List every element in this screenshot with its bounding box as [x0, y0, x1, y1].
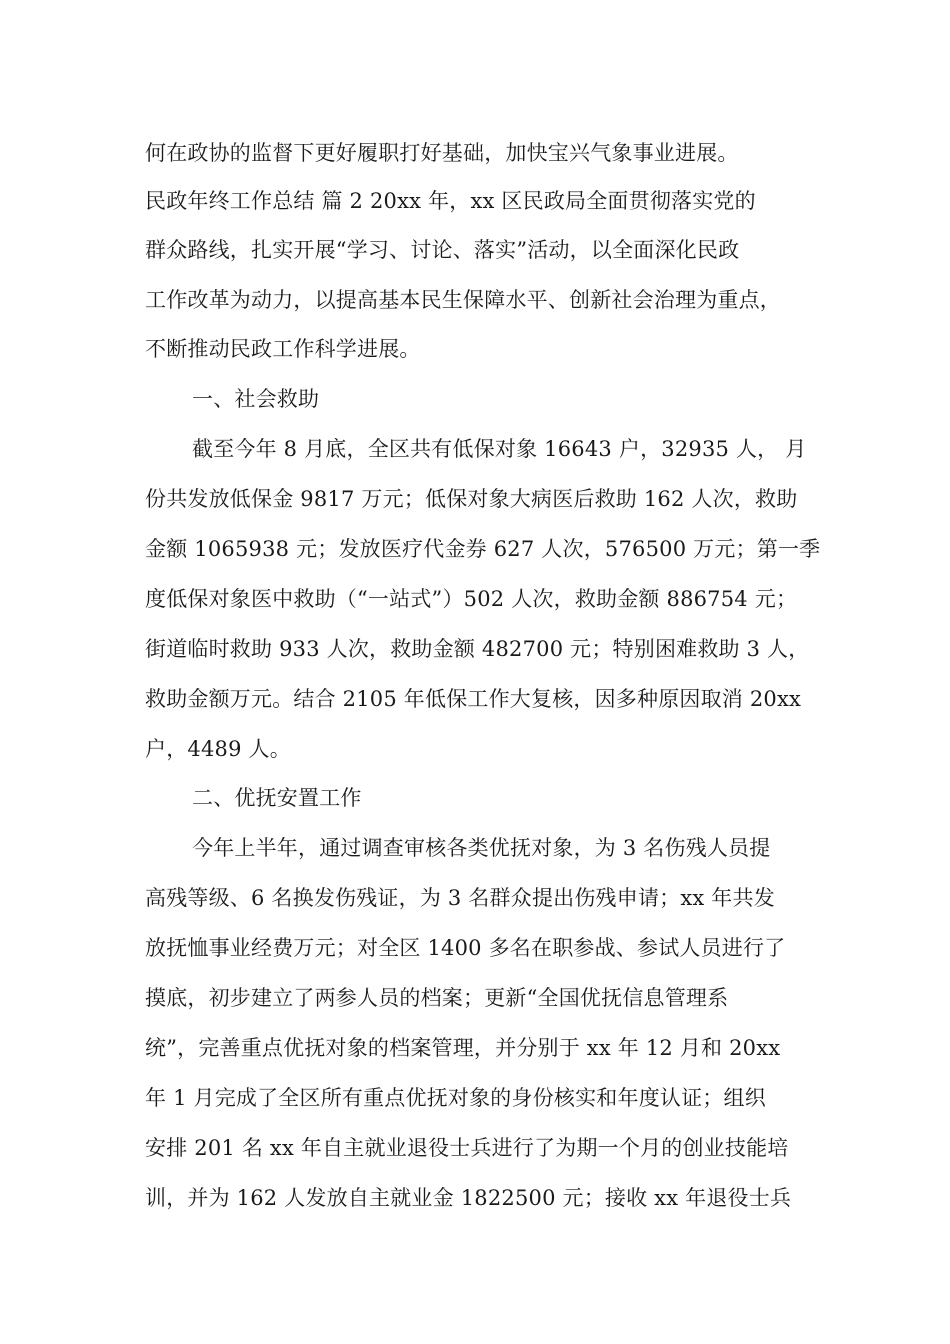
text-line: 统”，完善重点优抚对象的档案管理，并分别于 xx 年 12 月和 20xx [145, 1036, 781, 1060]
text-line: 截至今年 8 月底，全区共有低保对象 16643 户，32935 人， 月 [192, 437, 807, 461]
text-line: 何在政协的监督下更好履职打好基础，加快宝兴气象事业进展。 [145, 141, 739, 165]
text-line: 放抚恤事业经费万元；对全区 1400 多名在职参战、参试人员进行了 [145, 936, 786, 960]
text-line: 不断推动民政工作科学进展。 [145, 337, 421, 361]
text-line: 高残等级、6 名换发伤残证，为 3 名群众提出伤残申请；xx 年共发 [145, 886, 775, 910]
text-line: 救助金额万元。结合 2105 年低保工作大复核，因多种原因取消 20xx [145, 687, 802, 711]
text-line: 安排 201 名 xx 年自主就业退役士兵进行了为期一个月的创业技能培 [145, 1136, 789, 1160]
text-line: 份共发放低保金 9817 万元；低保对象大病医后救助 162 人次，救助 [145, 487, 798, 511]
subheading-special-care: 二、优抚安置工作 [192, 786, 362, 810]
subheading-social-assistance: 一、社会救助 [192, 387, 320, 411]
text-line: 群众路线，扎实开展“学习、讨论、落实”活动，以全面深化民政 [145, 238, 740, 262]
text-line: 度低保对象医中救助（“一站式”）502 人次，救助金额 886754 元； [145, 587, 798, 611]
text-line: 街道临时救助 933 人次，救助金额 482700 元；特别困难救助 3 人， [145, 637, 810, 661]
text-line: 金额 1065938 元；发放医疗代金券 627 人次，576500 万元；第一季 [145, 537, 821, 561]
text-line: 今年上半年，通过调查审核各类优抚对象，为 3 名伤残人员提 [192, 836, 771, 860]
text-line: 摸底，初步建立了两参人员的档案；更新“全国优抚信息管理系 [145, 986, 729, 1010]
text-line: 户，4489 人。 [145, 737, 291, 761]
text-line: 训，并为 162 人发放自主就业金 1822500 元；接收 xx 年退役士兵 [145, 1186, 792, 1210]
text-line: 工作改革为动力，以提高基本民生保障水平、创新社会治理为重点， [145, 288, 781, 312]
section-heading-line: 民政年终工作总结 篇 2 20xx 年，xx 区民政局全面贯彻落实党的 [145, 189, 756, 213]
text-line: 年 1 月完成了全区所有重点优抚对象的身份核实和年度认证；组织 [145, 1086, 766, 1110]
